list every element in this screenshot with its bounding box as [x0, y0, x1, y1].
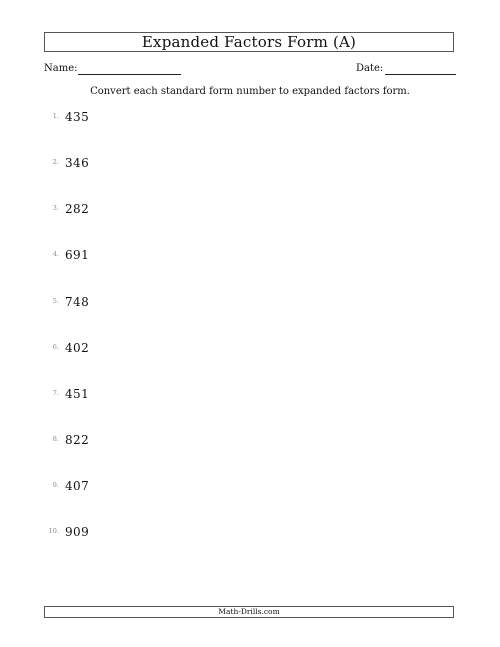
date-blank-line — [385, 74, 456, 75]
problem-number: 1. — [52, 112, 59, 120]
footer-credit: Math-Drills.com — [44, 606, 454, 618]
problem-item — [44, 247, 144, 265]
problem-item — [44, 340, 144, 358]
instructions: Convert each standard form number to expanded factors form. — [90, 86, 410, 97]
problem-value: 282 — [65, 202, 90, 216]
name-label: Name: — [44, 63, 78, 74]
problem-number: 6. — [52, 343, 59, 351]
problem-item — [44, 294, 144, 312]
problem-item — [44, 478, 144, 496]
problem-number: 9. — [52, 481, 59, 489]
problem-value: 909 — [65, 525, 90, 539]
problem-item — [44, 155, 144, 173]
problem-value: 407 — [65, 479, 90, 493]
problem-value: 822 — [65, 433, 90, 447]
problem-number: 3. — [52, 204, 59, 212]
problem-value: 435 — [65, 110, 90, 124]
problem-value: 691 — [65, 248, 90, 262]
problem-item — [44, 524, 144, 542]
problem-number: 7. — [52, 389, 59, 397]
date-label: Date: — [356, 63, 384, 74]
problem-item — [44, 432, 144, 450]
problem-number: 5. — [52, 297, 59, 305]
problem-value: 346 — [65, 156, 90, 170]
worksheet-title: Expanded Factors Form (A) — [44, 32, 454, 52]
problem-value: 451 — [65, 387, 90, 401]
problem-number: 4. — [52, 250, 59, 258]
problem-item — [44, 201, 144, 219]
problem-value: 402 — [65, 341, 90, 355]
problem-value: 748 — [65, 295, 90, 309]
problem-item — [44, 386, 144, 404]
problem-number: 2. — [52, 158, 59, 166]
problem-item — [44, 109, 144, 127]
problem-number: 8. — [52, 435, 59, 443]
problem-number: 10. — [48, 527, 59, 535]
name-blank-line — [78, 74, 181, 75]
